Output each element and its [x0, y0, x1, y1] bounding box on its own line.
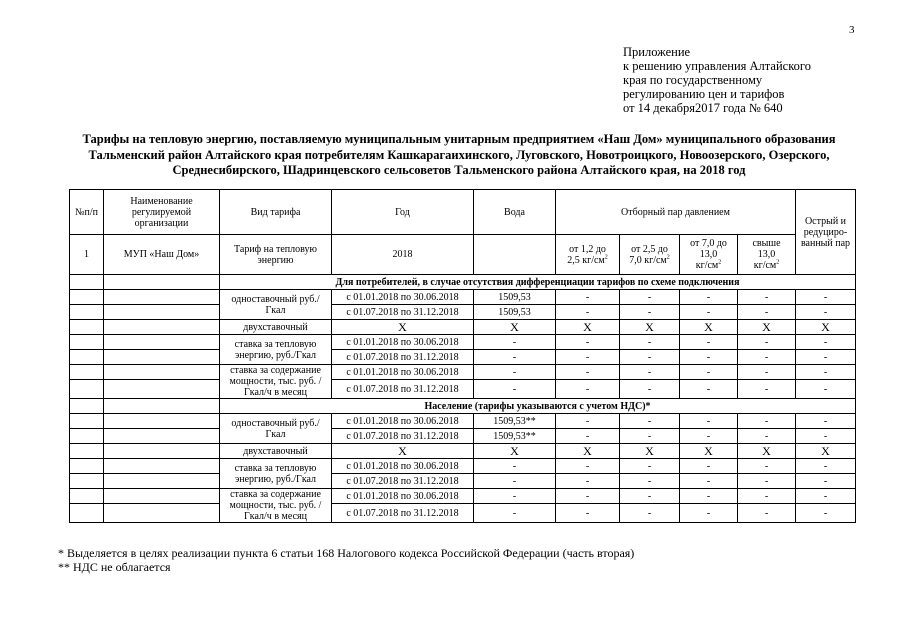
header-water: Вода: [474, 190, 556, 235]
cell-tariff-label: ставка за содержание мощности, тыс. руб. /Гкал/ч в месяц: [220, 489, 332, 523]
cell-p2: -: [620, 489, 680, 504]
cell-tariff-label: одноставочный руб./Гкал: [220, 414, 332, 444]
cell-p1: -: [556, 429, 620, 444]
cell-period: с 01.07.2018 по 31.12.2018: [332, 474, 474, 489]
cell-num: [70, 350, 104, 365]
cell-sharp: -: [796, 489, 856, 504]
cell-period: с 01.01.2018 по 30.06.2018: [332, 290, 474, 305]
cell-num: [70, 290, 104, 305]
table-row: [70, 444, 856, 459]
header-year: Год: [332, 190, 474, 235]
cell-p4: -: [738, 414, 796, 429]
cell-num: [70, 320, 104, 335]
cell-num: [70, 504, 104, 523]
section-title: Население (тарифы указываются с учетом НДС)*: [220, 399, 856, 414]
cell-p3: X: [680, 320, 738, 335]
table-row: [70, 429, 856, 444]
cell-sharp: -: [796, 290, 856, 305]
cell-sharp: -: [796, 459, 856, 474]
cell-water: -: [474, 474, 556, 489]
cell-p4: -: [738, 335, 796, 350]
cell-p1: -: [556, 335, 620, 350]
document-title: [40, 132, 878, 179]
cell-period: X: [332, 320, 474, 335]
header-org: Наименование регулируемой организации: [104, 190, 220, 235]
cell-p4: -: [738, 474, 796, 489]
table-row: [70, 414, 856, 429]
header-pressure-3: от 7,0 до 13,0 $кг/см^2$: [680, 235, 738, 275]
cell-period: с 01.01.2018 по 30.06.2018: [332, 365, 474, 380]
table-row: [70, 504, 856, 523]
cell-p1: -: [556, 504, 620, 523]
title-line: Тальменский район Алтайского края потребителям Кашкарагаихинского, Луговского, Новотроицкого, Новоозерского, Озерского,: [88, 147, 830, 162]
cell-period: с 01.07.2018 по 31.12.2018: [332, 350, 474, 365]
cell-org: [104, 275, 220, 290]
cell-num: [70, 459, 104, 474]
table-row: [70, 380, 856, 399]
appendix-line: к решению управления Алтайского: [623, 59, 811, 73]
title-line: Тарифы на тепловую энергию, поставляемую муниципальным унитарным предприятием «Наш Дом» муниципального образования: [82, 132, 836, 146]
tariff-table: [69, 189, 856, 523]
cell-water: -: [474, 350, 556, 365]
cell-p3: -: [680, 489, 738, 504]
cell-p1: -: [556, 380, 620, 399]
org-num: 1: [70, 235, 104, 275]
cell-p2: -: [620, 350, 680, 365]
cell-sharp: X: [796, 320, 856, 335]
header-pressure-4: свыше 13,0 $кг/см^2$: [738, 235, 796, 275]
cell-sharp: -: [796, 414, 856, 429]
cell-period: с 01.01.2018 по 30.06.2018: [332, 489, 474, 504]
cell-water: 1509,53: [474, 305, 556, 320]
cell-org: [104, 320, 220, 335]
appendix-line: от 14 декабря2017 года № 640: [623, 101, 783, 115]
cell-p2: -: [620, 380, 680, 399]
cell-p1: X: [556, 444, 620, 459]
cell-period: с 01.01.2018 по 30.06.2018: [332, 414, 474, 429]
header-steam: Отборный пар давлением: [556, 190, 796, 235]
cell-org: [104, 290, 220, 305]
cell-period: X: [332, 444, 474, 459]
cell-water: 1509,53**: [474, 414, 556, 429]
cell-tariff-label: двухставочный: [220, 444, 332, 459]
org-water: [474, 235, 556, 275]
cell-water: -: [474, 504, 556, 523]
cell-org: [104, 459, 220, 474]
cell-sharp: -: [796, 305, 856, 320]
header-sharp-steam: Острый и редуциро-ванный пар: [796, 190, 856, 275]
cell-org: [104, 474, 220, 489]
cell-water: -: [474, 459, 556, 474]
cell-p3: -: [680, 335, 738, 350]
cell-period: с 01.01.2018 по 30.06.2018: [332, 459, 474, 474]
appendix-block: [623, 45, 811, 115]
cell-p2: -: [620, 335, 680, 350]
cell-water: 1509,53: [474, 290, 556, 305]
cell-num: [70, 335, 104, 350]
cell-p4: -: [738, 489, 796, 504]
cell-p3: -: [680, 290, 738, 305]
cell-sharp: -: [796, 504, 856, 523]
cell-p3: -: [680, 365, 738, 380]
cell-water: X: [474, 444, 556, 459]
cell-num: [70, 365, 104, 380]
footnotes: [58, 546, 634, 574]
cell-p4: X: [738, 444, 796, 459]
footnote: ** НДС не облагается: [58, 560, 171, 574]
cell-sharp: -: [796, 380, 856, 399]
cell-p2: -: [620, 459, 680, 474]
cell-p1: X: [556, 320, 620, 335]
appendix-line: регулированию цен и тарифов: [623, 87, 785, 101]
cell-p2: -: [620, 290, 680, 305]
org-tariff: Тариф на тепловую энергию: [220, 235, 332, 275]
cell-num: [70, 444, 104, 459]
cell-p2: -: [620, 504, 680, 523]
cell-sharp: -: [796, 335, 856, 350]
header-pressure-2: от 2,5 до 7,0 $кг/см^2$: [620, 235, 680, 275]
page-number: 3: [849, 24, 855, 36]
cell-num: [70, 474, 104, 489]
table-row: [70, 305, 856, 320]
cell-tariff-label: ставка за тепловую энергию, руб./Гкал: [220, 459, 332, 489]
cell-org: [104, 350, 220, 365]
cell-num: [70, 399, 104, 414]
cell-water: -: [474, 335, 556, 350]
table-row: [70, 350, 856, 365]
table-row: [70, 290, 856, 305]
cell-water: X: [474, 320, 556, 335]
cell-p3: -: [680, 474, 738, 489]
table-row: [70, 365, 856, 380]
cell-num: [70, 305, 104, 320]
title-line: Среднесибирского, Шадринцевского сельсоветов Тальменского района Алтайского края, на 2018 год: [172, 163, 746, 177]
cell-water: 1509,53**: [474, 429, 556, 444]
cell-tariff-label: одноставочный руб./Гкал: [220, 290, 332, 320]
cell-tariff-label: ставка за тепловую энергию, руб./Гкал: [220, 335, 332, 365]
cell-num: [70, 380, 104, 399]
cell-water: -: [474, 489, 556, 504]
cell-p4: -: [738, 305, 796, 320]
cell-sharp: -: [796, 429, 856, 444]
table-row: [70, 320, 856, 335]
cell-p3: -: [680, 414, 738, 429]
cell-water: -: [474, 380, 556, 399]
cell-num: [70, 489, 104, 504]
cell-p1: -: [556, 350, 620, 365]
appendix-line: края по государственному: [623, 73, 763, 87]
cell-org: [104, 504, 220, 523]
cell-p2: -: [620, 414, 680, 429]
cell-period: с 01.07.2018 по 31.12.2018: [332, 380, 474, 399]
cell-p1: -: [556, 474, 620, 489]
cell-org: [104, 444, 220, 459]
cell-sharp: -: [796, 350, 856, 365]
cell-p1: -: [556, 459, 620, 474]
cell-num: [70, 414, 104, 429]
org-row: [70, 235, 856, 275]
cell-org: [104, 414, 220, 429]
header-pressure-1: от 1,2 до 2,5 $кг/см^2$: [556, 235, 620, 275]
cell-p4: X: [738, 320, 796, 335]
cell-org: [104, 365, 220, 380]
table-header-row: [70, 190, 856, 235]
footnote: * Выделяется в целях реализации пункта 6 статьи 168 Налогового кодекса Российской Федерации (часть вторая): [58, 546, 635, 560]
header-tariff-type: Вид тарифа: [220, 190, 332, 235]
cell-org: [104, 305, 220, 320]
cell-p4: -: [738, 504, 796, 523]
table-row: [70, 489, 856, 504]
cell-org: [104, 399, 220, 414]
org-name: МУП «Наш Дом»: [104, 235, 220, 275]
cell-p3: X: [680, 444, 738, 459]
cell-p3: -: [680, 350, 738, 365]
header-num: №п/п: [70, 190, 104, 235]
cell-p3: -: [680, 380, 738, 399]
cell-sharp: -: [796, 474, 856, 489]
cell-p1: -: [556, 414, 620, 429]
cell-tariff-label: ставка за содержание мощности, тыс. руб. /Гкал/ч в месяц: [220, 365, 332, 399]
appendix-line: Приложение: [623, 45, 691, 59]
cell-sharp: X: [796, 444, 856, 459]
table-row: [70, 459, 856, 474]
cell-p1: -: [556, 365, 620, 380]
cell-org: [104, 429, 220, 444]
cell-p2: -: [620, 305, 680, 320]
cell-p1: -: [556, 489, 620, 504]
cell-water: -: [474, 365, 556, 380]
cell-p4: -: [738, 459, 796, 474]
cell-p3: -: [680, 504, 738, 523]
cell-p2: X: [620, 320, 680, 335]
cell-org: [104, 380, 220, 399]
cell-p2: -: [620, 474, 680, 489]
cell-period: с 01.07.2018 по 31.12.2018: [332, 305, 474, 320]
cell-p2: X: [620, 444, 680, 459]
section-title: Для потребителей, в случае отсутствия дифференциации тарифов по схеме подключения: [220, 275, 856, 290]
cell-p2: -: [620, 429, 680, 444]
org-year: 2018: [332, 235, 474, 275]
cell-sharp: -: [796, 365, 856, 380]
cell-p4: -: [738, 350, 796, 365]
cell-num: [70, 275, 104, 290]
cell-p2: -: [620, 365, 680, 380]
cell-period: с 01.07.2018 по 31.12.2018: [332, 429, 474, 444]
cell-period: с 01.07.2018 по 31.12.2018: [332, 504, 474, 523]
cell-p4: -: [738, 365, 796, 380]
section-header-row: [70, 399, 856, 414]
cell-p1: -: [556, 305, 620, 320]
cell-p4: -: [738, 380, 796, 399]
cell-p3: -: [680, 429, 738, 444]
cell-num: [70, 429, 104, 444]
cell-p1: -: [556, 290, 620, 305]
cell-p3: -: [680, 459, 738, 474]
cell-org: [104, 489, 220, 504]
table-row: [70, 335, 856, 350]
cell-p4: -: [738, 429, 796, 444]
cell-tariff-label: двухставочный: [220, 320, 332, 335]
cell-p3: -: [680, 305, 738, 320]
cell-period: с 01.01.2018 по 30.06.2018: [332, 335, 474, 350]
table-row: [70, 474, 856, 489]
cell-p4: -: [738, 290, 796, 305]
section-header-row: [70, 275, 856, 290]
cell-org: [104, 335, 220, 350]
